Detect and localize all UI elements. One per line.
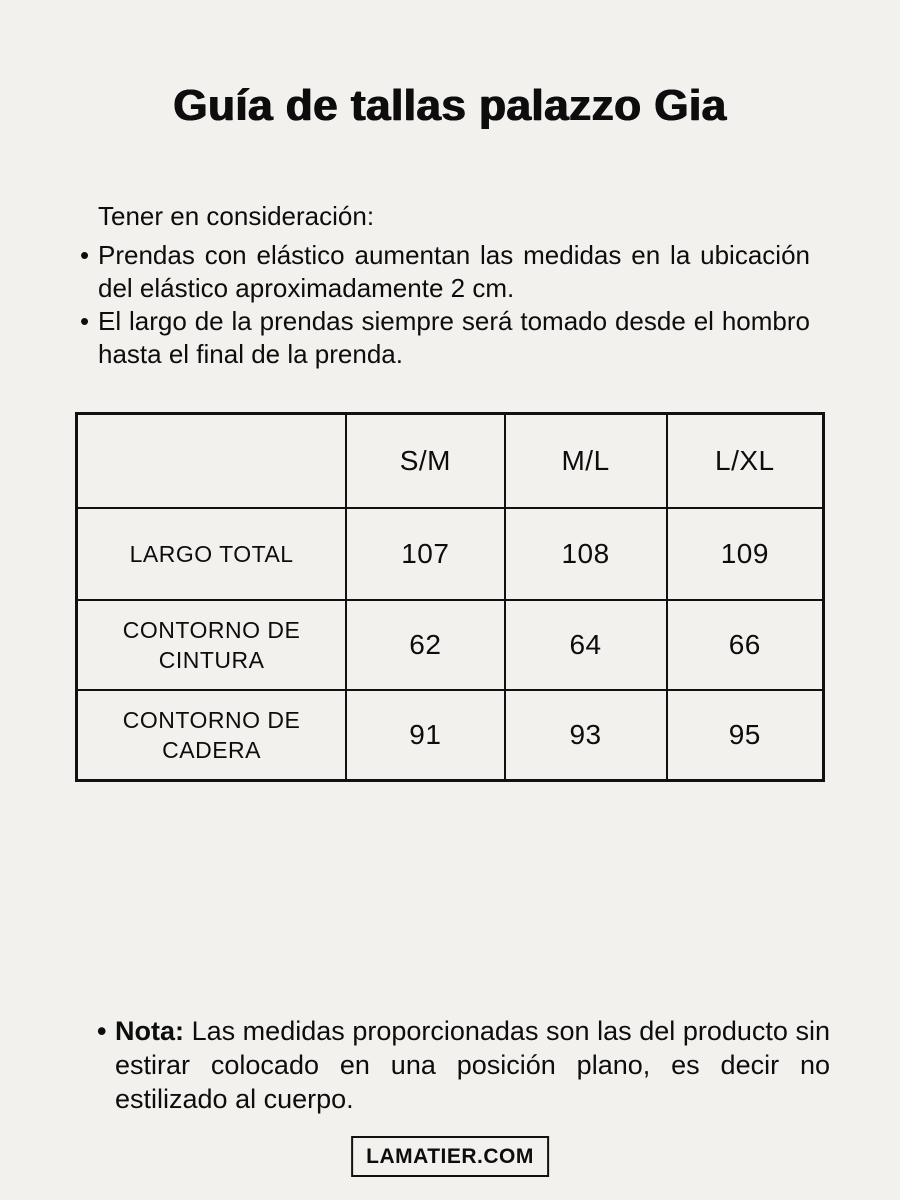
size-value-cell: 107 <box>346 508 504 600</box>
size-value-cell: 64 <box>505 600 667 690</box>
empty-corner-cell <box>77 414 347 508</box>
considerations-section <box>80 200 810 371</box>
note-section <box>97 1014 830 1116</box>
size-guide-table <box>75 412 825 782</box>
considerations-list <box>80 239 810 371</box>
row-label: CONTORNO DE CINTURA <box>77 600 347 690</box>
size-value-cell: 62 <box>346 600 504 690</box>
consideration-item: • Prendas con elástico aumentan las medidas en la ubicación del elástico aproximadamente 2 cm. <box>80 239 810 305</box>
size-column-header: S/M <box>346 414 504 508</box>
size-value-cell: 66 <box>667 600 824 690</box>
table-header-row <box>77 414 824 508</box>
size-value-cell: 91 <box>346 690 504 781</box>
table-row <box>77 690 824 781</box>
row-label: LARGO TOTAL <box>77 508 347 600</box>
brand-badge: LAMATIER.COM <box>351 1136 549 1177</box>
page-title: Guía de tallas palazzo Gia <box>173 81 727 131</box>
size-value-cell: 93 <box>505 690 667 781</box>
note-text: Las medidas proporcionadas son las del producto sin estirar colocado en una posición plano, es decir no estilizado al cuerpo. <box>115 1016 830 1114</box>
note-label: Nota: <box>115 1016 184 1046</box>
size-value-cell: 95 <box>667 690 824 781</box>
considerations-heading: Tener en consideración: <box>98 201 375 231</box>
table-row <box>77 508 824 600</box>
size-value-cell: 108 <box>505 508 667 600</box>
size-value-cell: 109 <box>667 508 824 600</box>
row-label: CONTORNO DE CADERA <box>77 690 347 781</box>
table-row <box>77 600 824 690</box>
size-column-header: M/L <box>505 414 667 508</box>
size-column-header: L/XL <box>667 414 824 508</box>
consideration-item: • El largo de la prendas siempre será tomado desde el hombro hasta el final de la prenda. <box>80 305 810 371</box>
